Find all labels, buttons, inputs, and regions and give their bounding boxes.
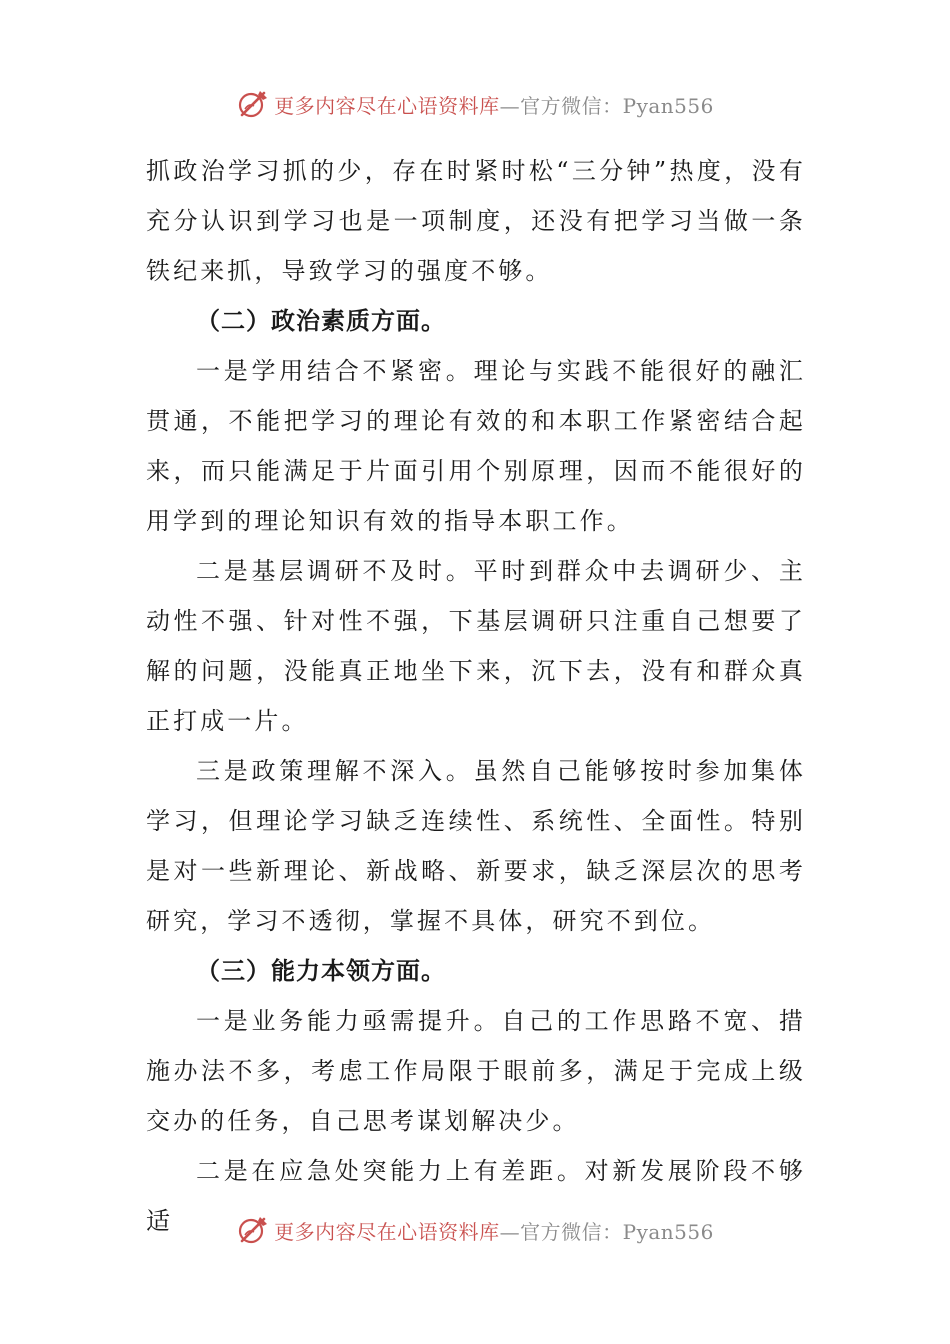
banner-part1: 更多内容尽在心语资料库 xyxy=(274,93,500,118)
paragraph-6: 二是在应急处突能力上有差距。对新发展阶段不够适 xyxy=(146,1157,806,1235)
paragraph-1: 抓政治学习抓的少，存在时紧时松“三分钟”热度，没有充分认识到学习也是一项制度，还没有把学习当做一条铁纪来抓，导致学习的强度不够。 xyxy=(146,157,806,285)
banner-text xyxy=(274,1216,714,1245)
header-banner xyxy=(0,84,950,124)
paragraph-2: 一是学用结合不紧密。理论与实践不能很好的融汇贯通，不能把学习的理论有效的和本职工作紧密结合起来，而只能满足于片面引用个别原理，因而不能很好的用学到的理论知识有效的指导本职工作。 xyxy=(146,357,806,535)
banner-text xyxy=(274,90,714,119)
banner-part2: —官方微信：Pyan556 xyxy=(499,93,714,118)
banner-part2: —官方微信：Pyan556 xyxy=(499,1219,714,1244)
paragraph-5: 一是业务能力亟需提升。自己的工作思路不宽、措施办法不多，考虑工作局限于眼前多，满足于完成上级交办的任务，自己思考谋划解决少。 xyxy=(146,1007,806,1135)
document-body xyxy=(146,146,806,1246)
section-heading-2: （二）政治素质方面。 xyxy=(196,306,446,335)
banner-part1: 更多内容尽在心语资料库 xyxy=(274,1219,500,1244)
paragraph-3: 二是基层调研不及时。平时到群众中去调研少、主动性不强、针对性不强，下基层调研只注重自己想要了解的问题，没能真正地坐下来，沉下去，没有和群众真正打成一片。 xyxy=(146,557,806,735)
footer-banner xyxy=(0,1210,950,1250)
section-heading-3: （三）能力本领方面。 xyxy=(196,956,446,985)
paragraph-4: 三是政策理解不深入。虽然自己能够按时参加集体学习，但理论学习缺乏连续性、系统性、全面性。特别是对一些新理论、新战略、新要求，缺乏深层次的思考研究，学习不透彻，掌握不具体，研究不到位。 xyxy=(146,757,806,935)
pen-logo-icon xyxy=(236,87,270,121)
pen-logo-icon xyxy=(236,1213,270,1247)
